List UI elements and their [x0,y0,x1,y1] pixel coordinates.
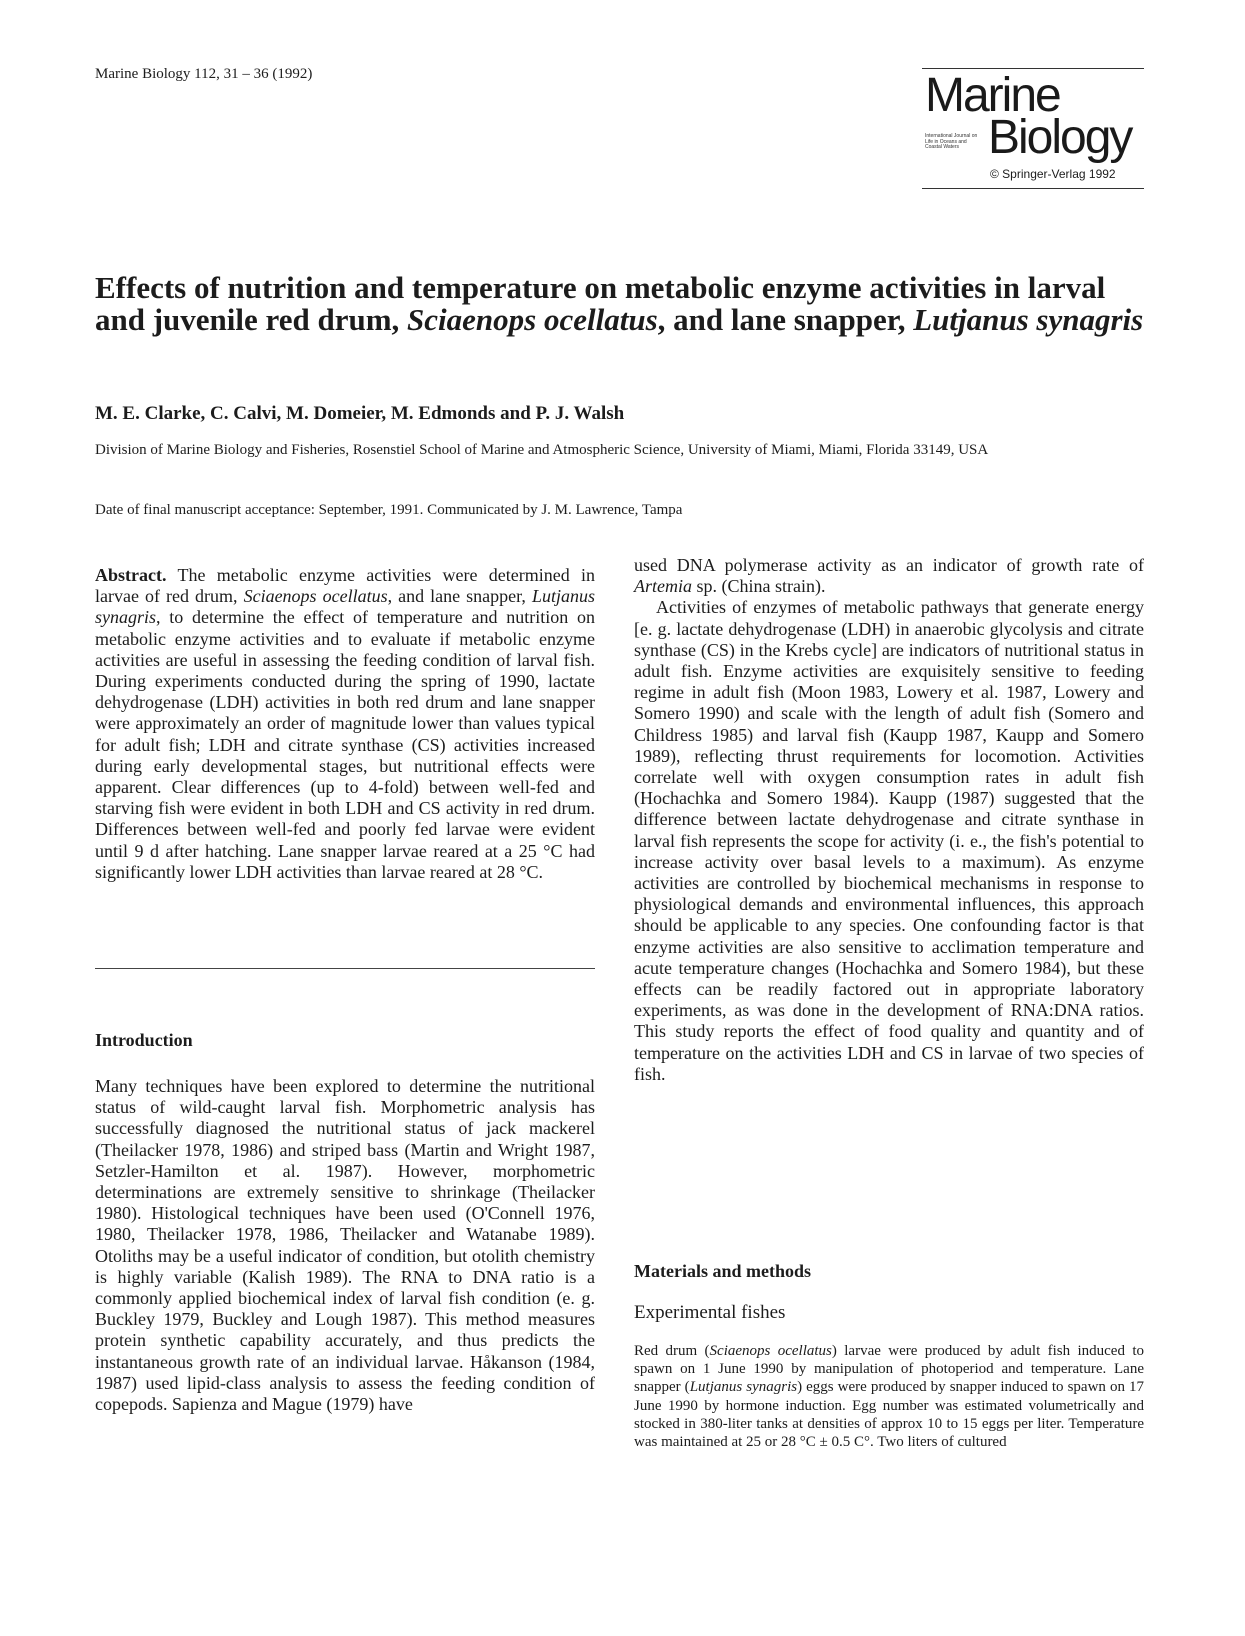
abstract-label: Abstract. [95,565,167,585]
methods-text-2: ) larvae were produced by adult fish induced to spawn on 1 June 1990 by manipulation of photoperiod and temperature. Lane snapper ( [634,1343,1144,1396]
abstract-species-b: Lutjanus synagris [95,586,595,628]
methods-heading: Materials and methods [634,1261,811,1281]
cont-text-b: sp. (China strain). [692,576,826,597]
logo-rule-bottom [922,188,1144,189]
journal-logo-tagline: International Journal on Life in Oceans and Coastal Waters [925,133,978,150]
title-species-1: Sciaenops ocellatus [407,302,658,337]
methods-text-3: ) eggs were produced by snapper induced to spawn on 17 June 1990 by hormone induction. Egg number was estimated volumetrically and stocked in 380-liter tanks at densities of approx 10 to 15 eggs per liter. Temperature was maintained at 25 or 28 °C ± 0.5 C°. Two liters of cultured [634,1379,1144,1451]
abstract [95,565,595,883]
introduction-heading: Introduction [95,1030,193,1050]
journal-logo-biology: Biology [988,111,1132,164]
copyright-notice: © Springer-Verlag 1992 [990,167,1116,181]
title-text-2: , and lane snapper, [657,302,914,337]
abstract-text-b: , and lane snapper, [387,586,532,607]
manuscript-dates: Date of final manuscript acceptance: September, 1991. Communicated by J. M. Lawrence, Tampa [95,502,683,518]
right-column-body [634,555,1144,1085]
methods-species-1: Sciaenops ocellatus [709,1343,832,1359]
introduction-body [95,1076,595,1415]
abstract-text-a: The metabolic enzyme activities were determined in larvae of red drum, [95,565,595,607]
article-title [95,272,1155,336]
abstract-divider [95,968,595,969]
enzyme-paragraph: Activities of enzymes of metabolic pathways that generate energy [e. g. lactate dehydrogenase (LDH) in anaerobic glycolysis and citrate synthase (CS) in the Krebs cycle] are indicators of nutritional status in adult fish. Enzyme activities are exquisitely sensitive to feeding regime in adult fish (Moon 1983, Lowery et al. 1987, Lowery and Somero 1990) and scale with the length of adult fish (Somero and Childress 1985) and larval fish (Kaupp 1987, Kaupp and Somero 1989), reflecting thrust requirements for locomotion. Activities correlate well with oxygen consumption rates in adult fish (Hochachka and Somero 1984). Kaupp (1987) suggested that the difference between lactate dehydrogenase and citrate synthase in larval fish represents the scope for activity (i. e., the fish's potential to increase activity over basal levels to a maximum). As enzyme activities are controlled by biochemical mechanisms in response to physiological demands and environmental influences, this approach should be applicable to any species. One confounding factor is that enzyme activities are also sensitive to acclimation temperature and acute temperature changes (Hochachka and Somero 1984), but these effects can be readily factored out in appropriate laboratory experiments, as was done in the development of RNA:DNA ratios. This study reports the effect of food quality and quantity and of temperature on the activities LDH and CS in larvae of two species of fish. [634,597,1144,1084]
journal-logo-marine: Marine [925,69,1060,122]
methods-species-2: Lutjanus synagris [689,1379,798,1396]
methods-text-1: Red drum ( [634,1343,710,1359]
experimental-fishes-subheading: Experimental fishes [634,1302,786,1323]
affiliation: Division of Marine Biology and Fisheries, Rosenstiel School of Marine and Atmospheric Science, University of Miami, Miami, Florida 33149, USA [95,442,989,458]
abstract-species-a: Sciaenops ocellatus [243,586,388,607]
authors: M. E. Clarke, C. Calvi, M. Domeier, M. Edmonds and P. J. Walsh [95,403,625,424]
abstract-text-c: , to determine the effect of temperature and nutrition on metabolic enzyme activities and to evaluate if metabolic enzyme activities are useful in assessing the feeding condition of larval fish. During experiments conducted during the spring of 1990, lactate dehydrogenase (LDH) activities in both red drum and lane snapper were approximately an order of magnitude lower than values typical for adult fish; LDH and citrate synthase (CS) activities increased during early developmental stages, but nutritional effects were apparent. Clear differences (up to 4-fold) between well-fed and starving fish were evident in both LDH and CS activity in red drum. Differences between well-fed and poorly fed larvae were evident until 9 d after hatching. Lane snapper larvae reared at a 25 °C had significantly lower LDH activities than larvae reared at 28 °C. [95,607,595,882]
cont-species: Artemia [634,576,692,597]
title-species-2: Lutjanus synagris [913,302,1144,337]
cont-text-a: used DNA polymerase activity as an indicator of growth rate of [634,555,1144,575]
methods-paragraph [634,1342,1144,1451]
title-text-1: Effects of nutrition and temperature on metabolic enzyme activities in larval and juvenile red drum, [95,270,1106,337]
journal-citation: Marine Biology 112, 31 – 36 (1992) [95,66,313,82]
introduction-paragraph: Many techniques have been explored to determine the nutritional status of wild-caught larval fish. Morphometric analysis has successfully diagnosed the nutritional status of jack mackerel (Theilacker 1978, 1986) and striped bass (Martin and Wright 1987, Setzler-Hamilton et al. 1987). However, morphometric determinations are extremely sensitive to shrinkage (Theilacker 1980). Histological techniques have been used (O'Connell 1976, 1980, Theilacker 1978, 1986, Theilacker and Watanabe 1989). Otoliths may be a useful indicator of condition, but otolith chemistry is highly variable (Kalish 1989). The RNA to DNA ratio is a commonly applied biochemical index of larval fish condition (e. g. Buckley 1979, Buckley and Lough 1987). This method measures protein synthetic capability accurately, and thus predicts the instantaneous growth rate of an individual larvae. Håkanson (1984, 1987) used lipid-class analysis to assess the feeding condition of copepods. Sapienza and Mague (1979) have [95,1076,595,1415]
